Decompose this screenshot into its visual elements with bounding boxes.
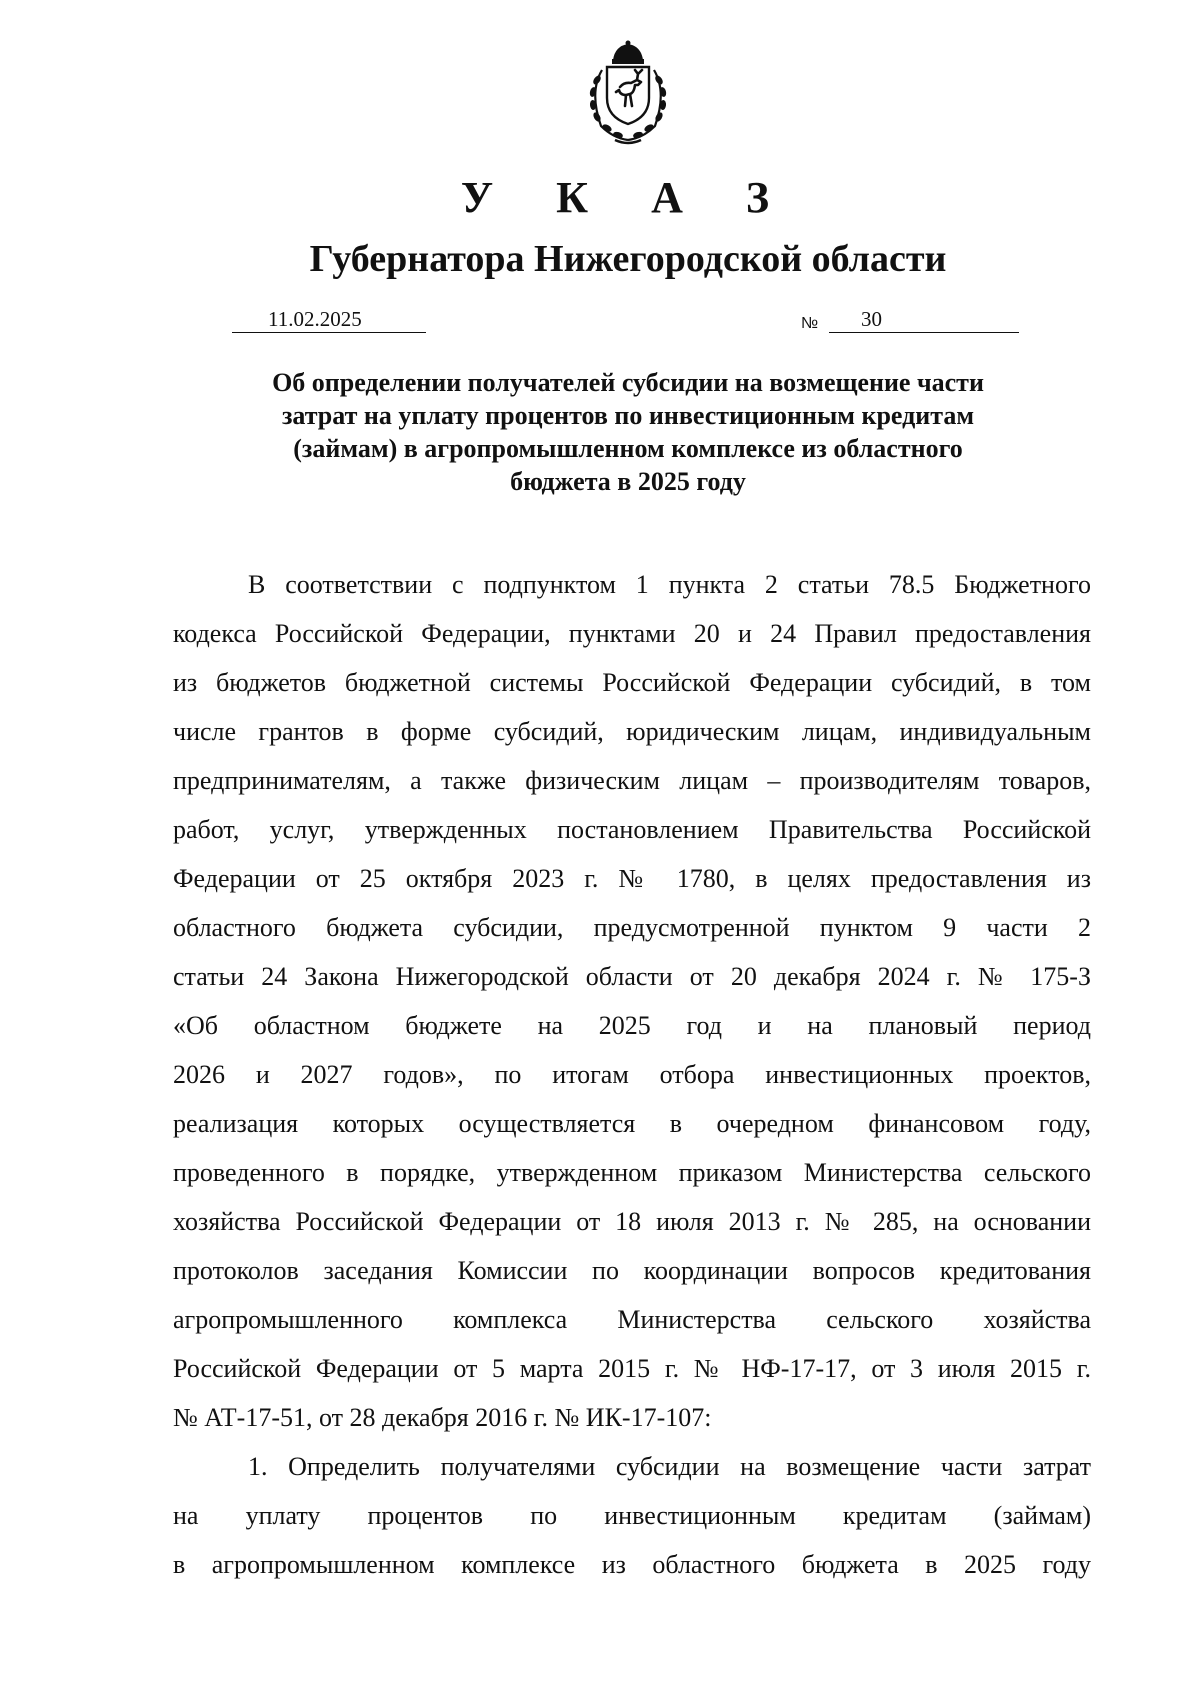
item-1-line: в агропромышленном комплексе из областного бюджета в 2025 году [173,1550,1091,1579]
preamble-line: протоколов заседания Комиссии по координации вопросов кредитования [173,1256,1091,1285]
preamble-line: агропромышленного комплекса Министерства сельского хозяйства [173,1305,1091,1334]
decree-number: 30 [861,307,882,331]
preamble-line: работ, услуг, утвержденных постановлением Правительства Российской [173,815,1091,844]
subject-line: (займам) в агропромышленном комплексе из областного [293,434,963,463]
decree-subject [0,366,1200,498]
decree-body [173,560,1091,1589]
preamble-line: статьи 24 Закона Нижегородской области от 20 декабря 2024 г. № 175-З [173,962,1091,991]
preamble-line: В соответствии с подпунктом 1 пункта 2 статьи 78.5 Бюджетного [248,570,1091,599]
subject-line: бюджета в 2025 году [510,467,746,496]
decree-date-field [232,306,426,333]
subject-line: затрат на уплату процентов по инвестиционным кредитам [281,401,975,430]
preamble-line: кодекса Российской Федерации, пунктами 20 и 24 Правил предоставления [173,619,1091,648]
preamble-line: из бюджетов бюджетной системы Российской Федерации субсидий, в том [173,668,1091,697]
preamble-line: числе грантов в форме субсидий, юридическим лицам, индивидуальным [173,717,1091,746]
preamble-line: проведенного в порядке, утвержденном приказом Министерства сельского [173,1158,1091,1187]
coat-of-arms-icon [575,40,681,146]
preamble-line: предпринимателям, а также физическим лицам – производителям товаров, [173,766,1091,795]
issuer-title: Губернатора Нижегородской области [309,238,947,280]
preamble-line: областного бюджета субсидии, предусмотренной пунктом 9 части 2 [173,913,1091,942]
number-sign: № [801,315,819,332]
decree-date: 11.02.2025 [268,307,362,331]
preamble-line: реализация которых осуществляется в очередном финансовом году, [173,1109,1091,1138]
subject-line: Об определении получателей субсидии на возмещение части [272,368,984,397]
preamble-line: 2026 и 2027 годов», по итогам отбора инвестиционных проектов, [173,1060,1091,1089]
decree-number-field [829,306,1019,333]
preamble-line: № АТ-17-51, от 28 декабря 2016 г. № ИК-17-107: [173,1403,712,1432]
item-1-line: 1. Определить получателями субсидии на возмещение части затрат [248,1452,1091,1481]
preamble-line: Российской Федерации от 5 марта 2015 г. № НФ-17-17, от 3 июля 2015 г. [173,1354,1091,1383]
item-1-line: на уплату процентов по инвестиционным кредитам (займам) [173,1501,1091,1530]
preamble-line: Федерации от 25 октября 2023 г. № 1780, в целях предоставления из [173,864,1091,893]
decree-title: У К А З [460,173,796,222]
preamble-line: хозяйства Российской Федерации от 18 июля 2013 г. № 285, на основании [173,1207,1091,1236]
preamble-line: «Об областном бюджете на 2025 год и на плановый период [173,1011,1091,1040]
